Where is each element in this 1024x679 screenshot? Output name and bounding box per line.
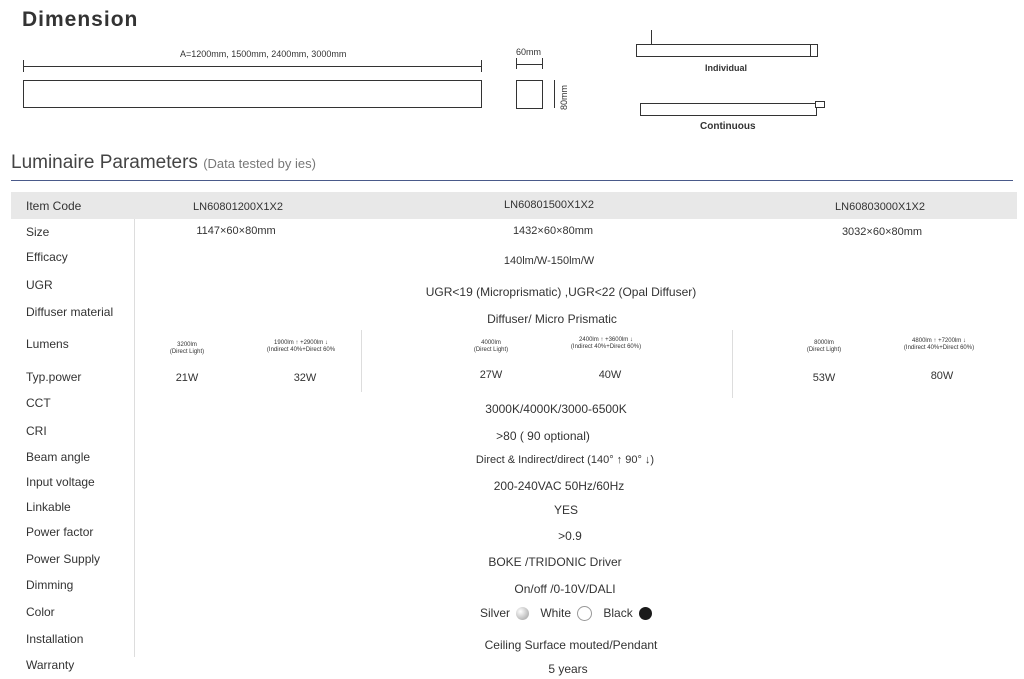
efficacy-value: 140lm/W-150lm/W: [503, 255, 595, 267]
lumens-value-2-note: (Indirect 40%+Direct 60%: [266, 347, 336, 353]
params-title-text: Luminaire Parameters: [11, 152, 198, 173]
beam-value: Direct & Indirect/direct (140° ↑ 90° ↓): [475, 454, 655, 466]
height-label: 80mm: [559, 84, 569, 110]
color-black-label: Black: [603, 606, 633, 620]
lumens-value-1-main: 3200lm: [177, 342, 197, 348]
lumens-value-5: [807, 340, 841, 354]
width-label: 60mm: [516, 47, 542, 57]
lumens-value-6-note: (Indirect 40%+Direct 60%): [903, 345, 975, 351]
group-separator-2: [732, 330, 733, 398]
size-value-2: 1432×60×80mm: [512, 225, 594, 237]
linkable-value: YES: [553, 503, 579, 517]
ugr-label: UGR: [26, 278, 53, 292]
cct-value: 3000K/4000K/3000-6500K: [485, 402, 627, 416]
warranty-label: Warranty: [26, 658, 75, 672]
params-rule: [11, 180, 1013, 181]
color-silver-label: Silver: [480, 606, 511, 620]
lumens-value-4-main: 2400lm ↑ +3600lm ↓: [579, 337, 633, 343]
white-swatch-icon: [577, 606, 592, 621]
individual-suspension: [651, 30, 652, 44]
lumens-value-5-note: (Direct Light): [806, 347, 842, 353]
continuous-label: Continuous: [700, 121, 756, 132]
width-tick-left: [516, 58, 517, 69]
pf-label: Power factor: [26, 525, 94, 539]
linkable-label: Linkable: [26, 500, 71, 514]
power-value-1: 21W: [175, 372, 199, 384]
supply-value: BOKE /TRIDONIC Driver: [488, 555, 622, 569]
group-separator-1: [361, 330, 362, 392]
ugr-value: UGR<19 (Microprismatic) ,UGR<22 (Opal Diffuser): [425, 285, 697, 299]
individual-label: Individual: [705, 63, 748, 73]
continuous-luminaire: [640, 103, 817, 116]
length-tick-right: [481, 60, 482, 72]
black-swatch-icon: [639, 607, 652, 620]
luminaire-cross-section: [516, 80, 543, 109]
efficacy-label: Efficacy: [26, 250, 68, 264]
cri-value: >80 ( 90 optional): [496, 429, 590, 443]
lumens-value-4-note: (Indirect 40%+Direct 60%): [570, 344, 642, 350]
voltage-value: 200-240VAC 50Hz/60Hz: [493, 479, 625, 493]
continuous-connector: [815, 101, 825, 108]
width-dimension-line: [516, 64, 542, 65]
power-value-4: 40W: [598, 369, 622, 381]
color-label: Color: [26, 605, 55, 619]
item-code-3: LN60803000X1X2: [835, 201, 925, 213]
installation-label: Installation: [26, 632, 84, 646]
height-dimension-line: [554, 80, 555, 108]
label-column-separator: [134, 219, 135, 657]
size-label: Size: [26, 225, 50, 239]
item-code-1: LN60801200X1X2: [193, 201, 283, 213]
size-value-3: 3032×60×80mm: [841, 226, 923, 238]
power-label: Typ.power: [26, 370, 82, 384]
lumens-label: Lumens: [26, 337, 69, 351]
lumens-value-4: [571, 337, 641, 351]
lumens-value-1: [170, 342, 204, 356]
params-subtitle: (Data tested by ies): [203, 156, 316, 171]
width-tick-right: [542, 58, 543, 69]
luminaire-side-view: [23, 80, 482, 108]
supply-label: Power Supply: [26, 552, 101, 566]
lumens-value-2-main: 1900lm ↑ +2900lm ↓: [274, 340, 328, 346]
power-value-5: 53W: [812, 372, 836, 384]
lumens-value-6: [904, 338, 974, 352]
installation-value: Ceiling Surface mouted/Pendant: [484, 638, 658, 652]
length-label: A=1200mm, 1500mm, 2400mm, 3000mm: [180, 49, 347, 59]
power-value-6: 80W: [930, 370, 954, 382]
params-title: [11, 152, 316, 174]
silver-swatch-icon: [516, 607, 529, 620]
color-white-label: White: [540, 606, 572, 620]
voltage-label: Input voltage: [26, 475, 95, 489]
warranty-value: 5 years: [548, 662, 588, 676]
beam-label: Beam angle: [26, 450, 91, 464]
item-code-label: Item Code: [26, 199, 82, 213]
lumens-value-2: [267, 340, 335, 354]
lumens-value-5-main: 8000lm: [814, 340, 834, 346]
power-value-2: 32W: [293, 372, 317, 384]
dimension-title: Dimension: [22, 8, 139, 31]
lumens-value-6-main: 4800lm ↑ +7200lm ↓: [912, 338, 966, 344]
individual-luminaire: [636, 44, 818, 57]
diffuser-value: Diffuser/ Micro Prismatic: [487, 312, 617, 326]
lumens-value-3: [474, 340, 508, 354]
cct-label: CCT: [26, 396, 51, 410]
lumens-value-3-main: 4000lm: [481, 340, 501, 346]
color-options: [480, 606, 660, 621]
dimming-value: On/off /0-10V/DALI: [514, 582, 616, 596]
lumens-value-1-note: (Direct Light): [169, 349, 205, 355]
lumens-value-3-note: (Direct Light): [473, 347, 509, 353]
individual-endcap: [810, 44, 811, 56]
cri-label: CRI: [26, 424, 47, 438]
power-value-3: 27W: [479, 369, 503, 381]
item-code-2: LN60801500X1X2: [504, 199, 594, 211]
size-value-1: 1147×60×80mm: [196, 225, 276, 237]
pf-value: >0.9: [558, 529, 582, 543]
length-dimension-line: [23, 66, 481, 67]
diffuser-label: Diffuser material: [26, 305, 114, 319]
length-tick-left: [23, 60, 24, 72]
dimming-label: Dimming: [26, 578, 74, 592]
